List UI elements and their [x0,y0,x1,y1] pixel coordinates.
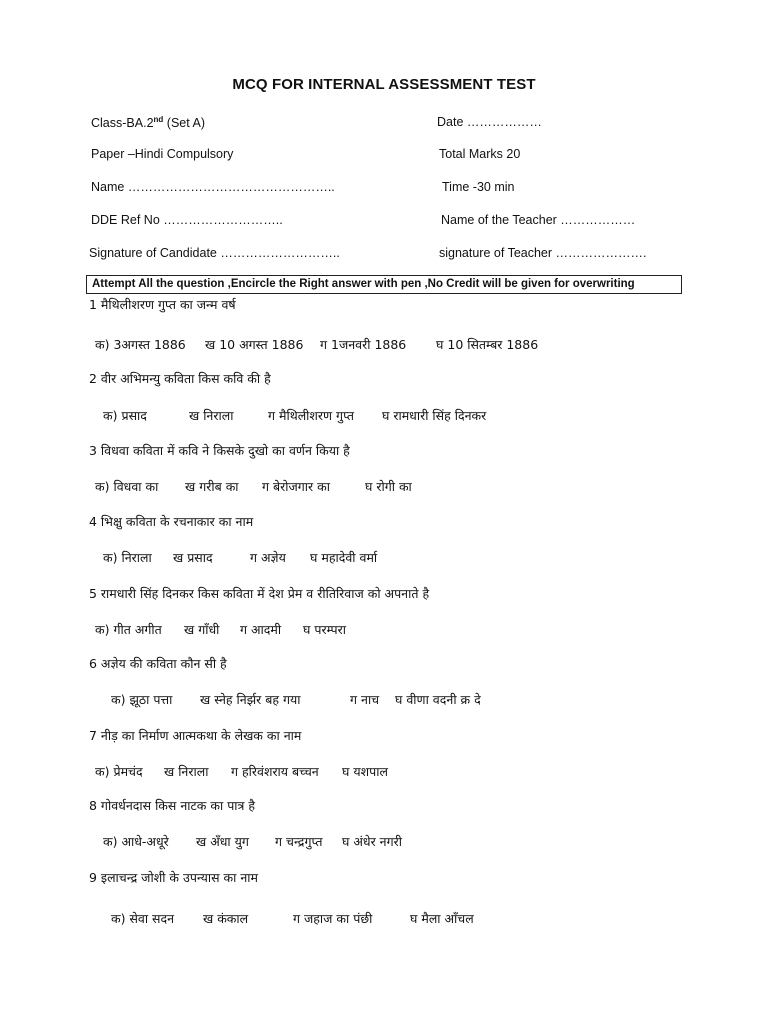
option-d[interactable]: घ 10 सितम्बर 1886 [436,337,539,352]
option-b[interactable]: ख गाँधी [184,622,220,637]
dde-ref-field: DDE Ref No ……………………….. [91,213,283,227]
question-7: 7 नीड़ का निर्माण आत्मकथा के लेखक का नाम [89,728,302,743]
question-6: 6 अज्ञेय की कविता कौन सी है [89,656,227,671]
option-b[interactable]: ख स्नेह निर्झर बह गया [200,692,301,707]
candidate-signature-field: Signature of Candidate ……………………….. [89,246,340,260]
option-c[interactable]: ग 1जनवरी 1886 [320,337,407,352]
option-d[interactable]: घ अंधेर नगरी [342,834,403,849]
option-a[interactable]: क) 3अगस्त 1886 [95,337,186,352]
option-c[interactable]: ग हरिवंशराय बच्चन [231,764,319,779]
option-a[interactable]: क) प्रेमचंद [95,764,143,779]
option-b[interactable]: ख गरीब का [185,479,239,494]
options-9 [111,910,474,927]
option-d[interactable]: घ परम्परा [303,622,347,637]
class-label: Class-BA.2 [91,116,154,131]
options-8 [103,833,402,850]
page-title: MCQ FOR INTERNAL ASSESSMENT TEST [232,76,536,93]
options-3 [95,478,412,495]
option-b[interactable]: ख निराला [164,764,209,779]
option-a[interactable]: क) झूठा पत्ता [111,692,173,707]
date-field: Date ……………… [437,115,542,129]
class-superscript: nd [153,115,164,124]
question-5: 5 रामधारी सिंह दिनकर किस कविता में देश प्रेम व रीतिरिवाज को अपनाते है [89,586,430,601]
option-a[interactable]: क) निराला [103,550,152,565]
name-field: Name ………………………………………….. [91,180,335,194]
option-c[interactable]: ग आदमी [240,622,282,637]
option-c[interactable]: ग अज्ञेय [250,550,286,565]
options-4 [103,549,377,566]
instruction-box [86,275,682,294]
option-d[interactable]: घ रामधारी सिंह दिनकर [382,408,487,423]
teacher-name-field: Name of the Teacher ……………… [441,213,636,227]
question-3: 3 विधवा कविता में कवि ने किसके दुखो का वर्णन किया है [89,443,350,458]
option-c[interactable]: ग नाच [350,692,380,707]
option-d[interactable]: घ रोगी का [365,479,412,494]
option-a[interactable]: क) सेवा सदन [111,911,175,926]
options-7 [95,763,388,780]
option-b[interactable]: ख अँधा युग [196,834,249,849]
option-c[interactable]: ग जहाज का पंछी [293,911,373,926]
option-b[interactable]: ख 10 अगस्त 1886 [205,337,304,352]
options-5 [95,621,346,638]
option-a[interactable]: क) गीत अगीत [95,622,162,637]
option-c[interactable]: ग चन्द्रगुप्त [275,834,323,849]
total-marks-field: Total Marks 20 [439,147,521,161]
option-b[interactable]: ख प्रसाद [173,550,213,565]
question-1: 1 मैथिलीशरण गुप्त का जन्म वर्ष [89,297,236,312]
paper-field: Paper –Hindi Compulsory [91,147,234,161]
option-d[interactable]: घ मैला आँचल [410,911,474,926]
option-d[interactable]: घ यशपाल [342,764,388,779]
instruction-text: Attempt All the question ,Encircle the Right answer with pen ,No Credit will be given for overwriting [92,278,635,290]
question-4: 4 भिक्षु कविता के रचनाकार का नाम [89,514,254,529]
option-c[interactable]: ग बेरोजगार का [262,479,330,494]
class-field [91,115,205,130]
option-b[interactable]: ख कंकाल [203,911,249,926]
question-2: 2 वीर अभिमन्यु कविता किस कवि की है [89,371,271,386]
question-9: 9 इलाचन्द्र जोशी के उपन्यास का नाम [89,870,258,885]
option-a[interactable]: क) प्रसाद [103,408,147,423]
class-set: (Set A) [166,116,206,131]
option-c[interactable]: ग मैथिलीशरण गुप्त [268,408,355,423]
option-d[interactable]: घ वीणा वदनी क्र दे [395,692,481,707]
options-6 [111,691,481,708]
teacher-signature-field: signature of Teacher …………………. [439,246,647,260]
options-1 [95,336,538,353]
option-a[interactable]: क) आधे-अधूरे [103,834,169,849]
option-d[interactable]: घ महादेवी वर्मा [310,550,378,565]
question-8: 8 गोवर्धनदास किस नाटक का पात्र है [89,798,256,813]
option-a[interactable]: क) विधवा का [95,479,159,494]
options-2 [103,407,486,424]
time-field: Time -30 min [442,180,515,194]
option-b[interactable]: ख निराला [189,408,234,423]
